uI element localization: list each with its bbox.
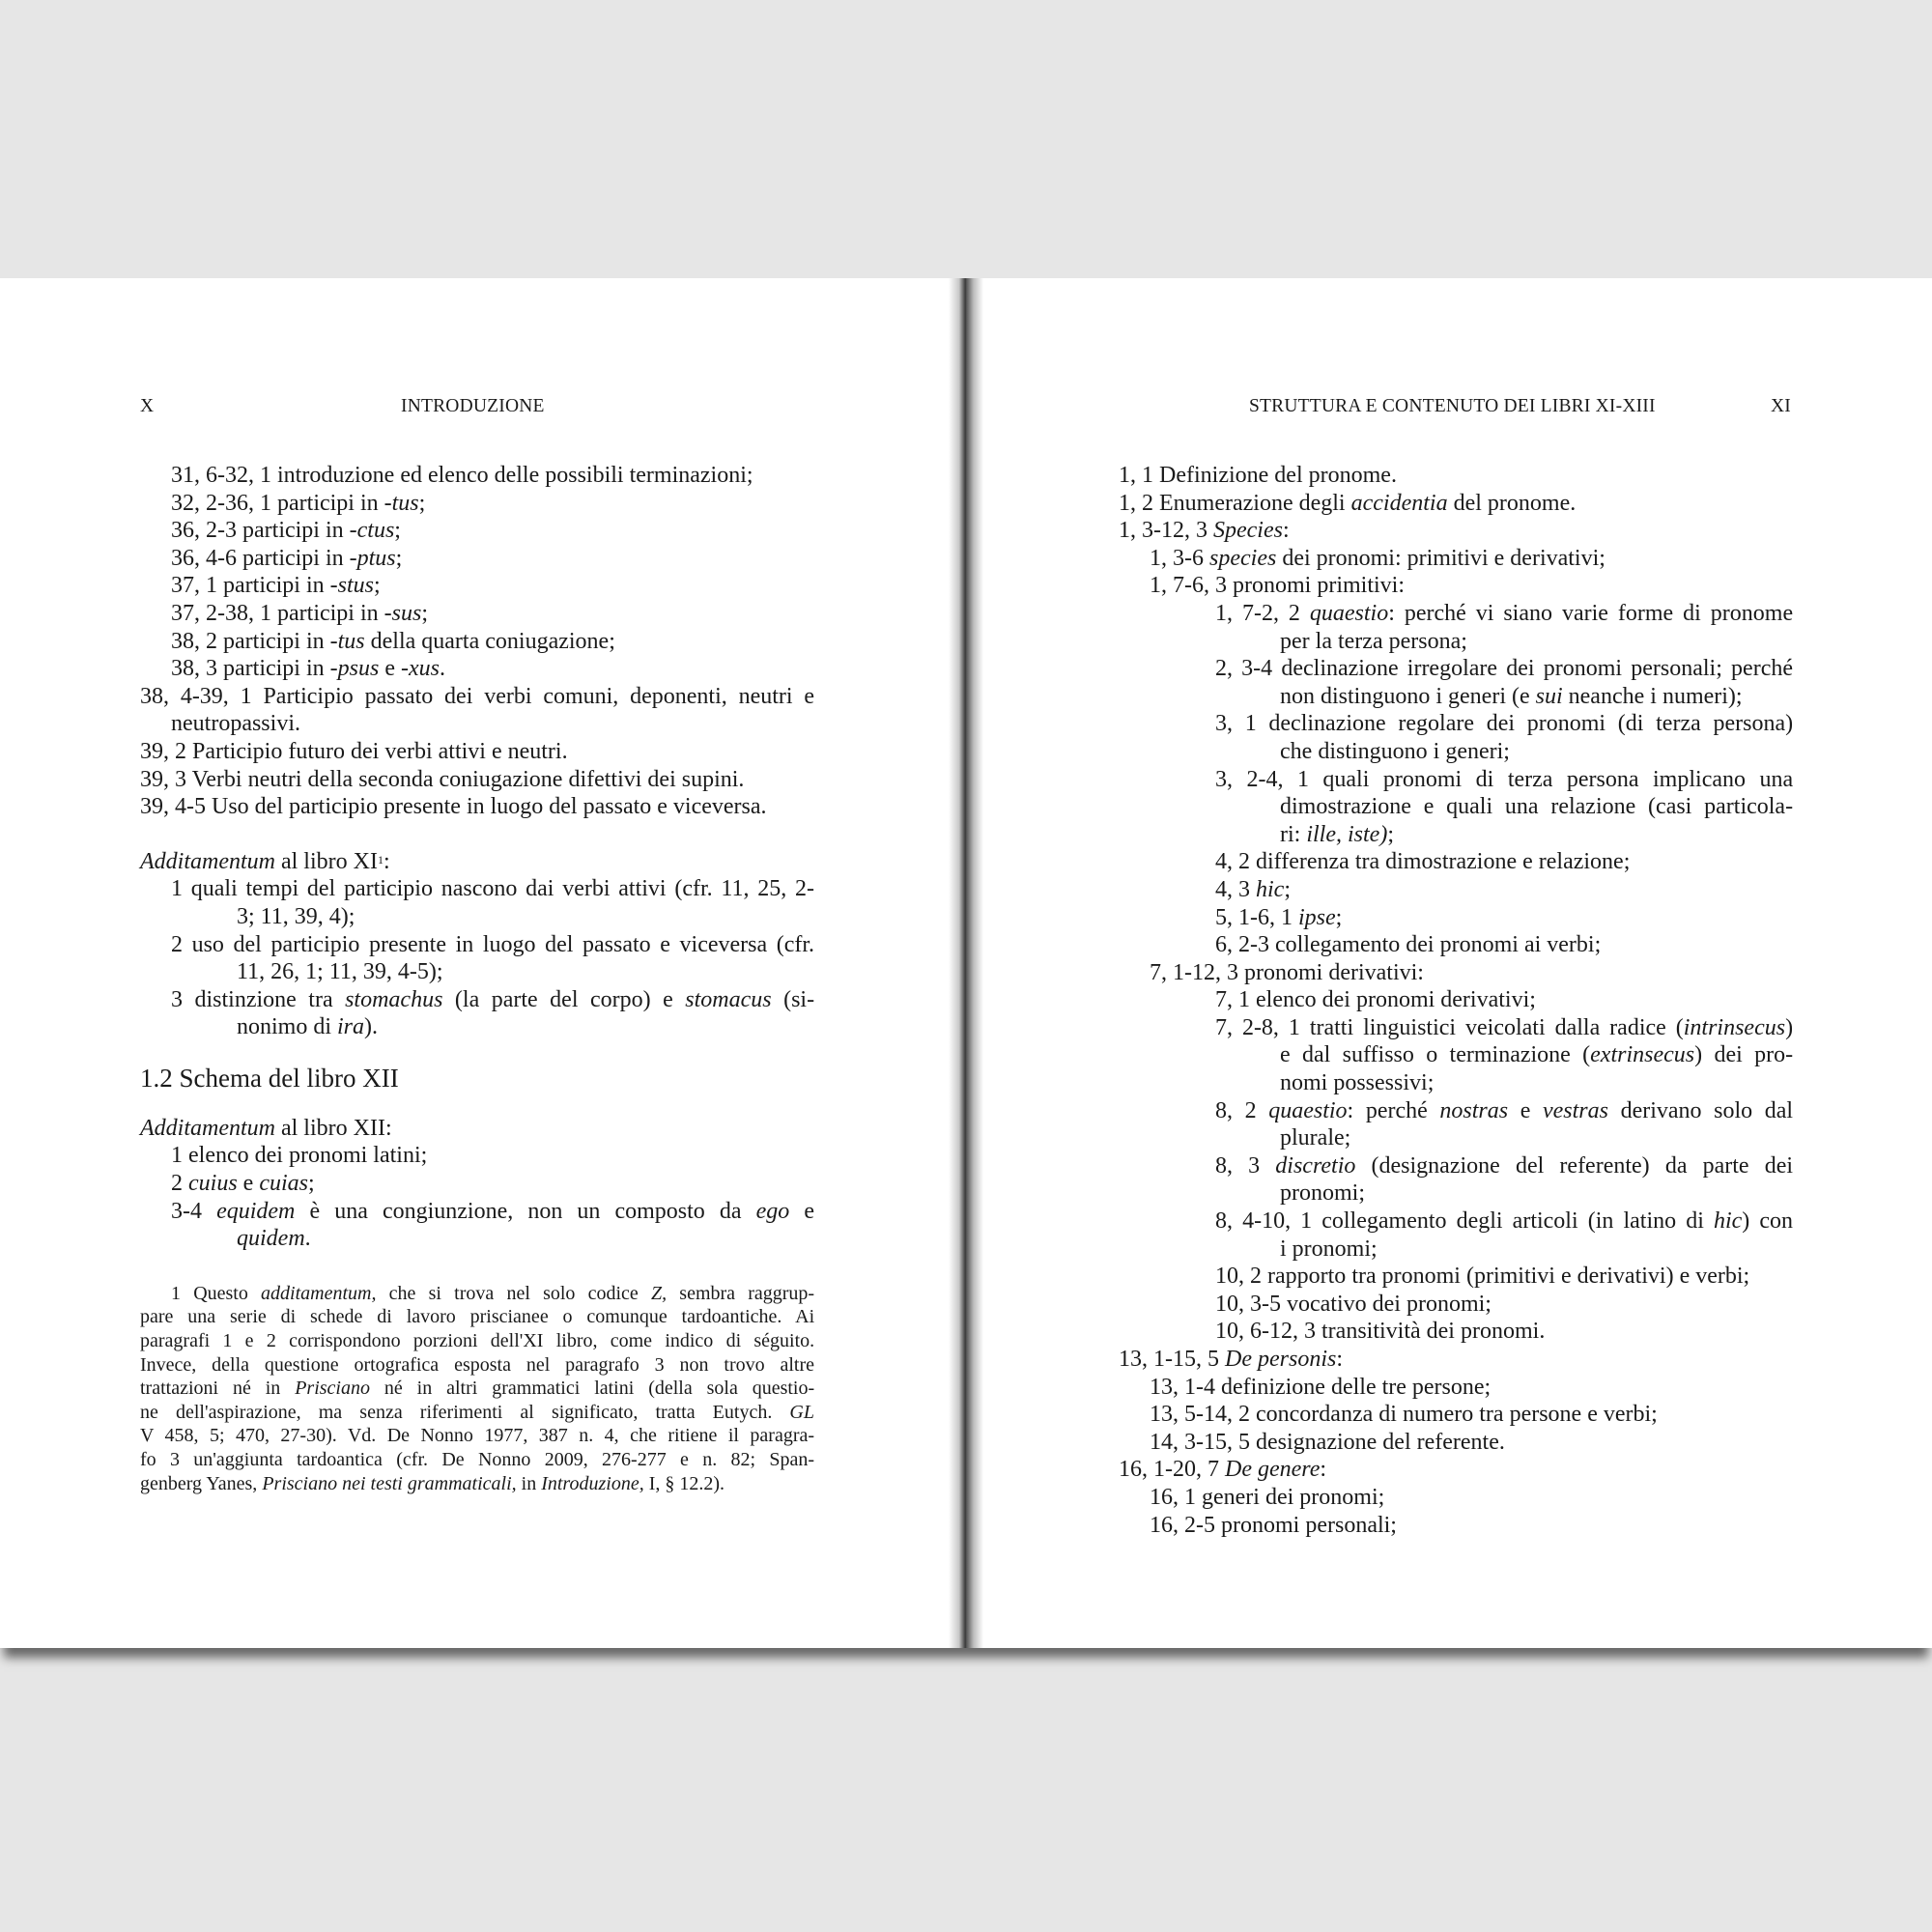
footnote-line: genberg Yanes, Prisciano nei testi grammaticali, in Introduzione, I, § 12.2). [140,1472,725,1494]
additamentum-xi-rest: al libro XI [280,848,378,874]
entry-line: 1, 7-2, 2 quaestio: perché vi siano varie forme di pronome [1215,600,1794,626]
entry-line: 39, 2 Participio futuro dei verbi attivi e neutri. [140,738,568,764]
footnote-line: trattazioni né in Prisciano né in altri grammatici latini (della sola questio- [140,1378,815,1400]
entry-line: 8, 3 discretio (designazione del referente) da parte dei [1215,1152,1794,1179]
entry-line: per la terza persona; [1280,628,1467,654]
entry-line: 4, 2 differenza tra dimostrazione e relazione; [1215,849,1631,875]
entry-line: 1, 3-12, 3 Species: [1119,518,1290,544]
entry-line: e dal suffisso o terminazione (extrinsecus) dei pro- [1280,1042,1794,1068]
running-head-right: STRUTTURA E CONTENUTO DEI LIBRI XI-XIII [1249,396,1656,416]
entry-line: 1, 1 Definizione del pronome. [1119,463,1397,488]
left-page [0,278,949,1648]
entry-line: 16, 2-5 pronomi personali; [1150,1512,1397,1538]
footnote-line: 1 Questo additamentum, che si trova nel solo codice Z, sembra raggrup- [171,1282,815,1304]
footnote-line: fo 3 un'aggiunta tardoantica (cfr. De Nonno 2009, 276-277 e n. 82; Span- [140,1449,815,1470]
running-head-left: INTRODUZIONE [401,396,545,416]
entry-line: 4, 3 hic; [1215,876,1291,902]
additamentum-xii-list [140,1142,814,1252]
entry-line: 3-4 equidem è una congiunzione, non un composto da ego e [171,1198,814,1224]
entry-line: quidem. [237,1226,311,1252]
entry-line: 5, 1-6, 1 ipse; [1215,904,1343,930]
left-body [140,462,814,1495]
entry-line: 1, 2 Enumerazione degli accidentia del pronome. [1119,490,1577,516]
entry-line: 1 quali tempi del participio nascono dai verbi attivi (cfr. 11, 25, 2- [171,876,814,902]
entry-line: 31, 6-32, 1 introduzione ed elenco delle possibili terminazioni; [171,463,753,488]
entry-line: 36, 4-6 participi in -ptus; [171,545,403,571]
entry-line: 2 uso del participio presente in luogo del passato e viceversa (cfr. [171,931,815,957]
entry-line: 32, 2-36, 1 participi in -tus; [171,490,426,516]
entry-line: 37, 2-38, 1 participi in -sus; [171,600,428,626]
entry-line: 2 cuius e cuias; [171,1171,315,1197]
additamentum-word: Additamentum [140,1115,275,1141]
entry-line: 3, 2-4, 1 quali pronomi di terza persona implicano una [1215,766,1794,792]
footnote-line: V 458, 5; 470, 27-30). Vd. De Nonno 1977, 387 n. 4, che ritiene il paragra- [140,1425,815,1447]
entry-line: i pronomi; [1280,1236,1378,1262]
section-title: 1.2 Schema del libro XII [140,1063,399,1093]
entry-line: 8, 2 quaestio: perché nostras e vestras derivano solo dal [1215,1097,1794,1123]
entry-line: 13, 1-4 definizione delle tre persone; [1150,1374,1492,1400]
entry-line: 14, 3-15, 5 designazione del referente. [1150,1429,1505,1455]
schema-xi-list [140,462,814,821]
entry-line: 7, 1-12, 3 pronomi derivativi: [1150,959,1424,985]
footnote-line: ne dell'aspirazione, ma senza riferimenti al significato, tratta Eutych. GL [140,1401,814,1423]
entry-line: 7, 1 elenco dei pronomi derivativi; [1215,987,1536,1013]
entry-line: 13, 1-15, 5 De personis: [1119,1347,1343,1372]
entry-line: 39, 3 Verbi neutri della seconda coniugazione difettivi dei supini. [140,766,745,792]
entry-line: 11, 26, 1; 11, 39, 4-5); [237,959,443,985]
entry-line: 37, 1 participi in -stus; [171,573,381,599]
additamentum-xii-rest: al libro XII: [280,1115,392,1141]
page-number-right: XI [1771,396,1791,416]
additamentum-word: Additamentum [140,848,275,874]
additamentum-xi-list [140,875,814,1041]
entry-line: 38, 2 participi in -tus della quarta coniugazione; [171,628,615,654]
entry-line: nomi possessivi; [1280,1070,1435,1096]
entry-line: 10, 3-5 vocativo dei pronomi; [1215,1291,1492,1317]
entry-line: 36, 2-3 participi in -ctus; [171,518,401,544]
additamentum-xi-heading [140,848,814,876]
entry-line: neutropassivi. [171,711,300,737]
footnote-line: pare una serie di schede di lavoro priscianee o comunque tardoantiche. Ai [140,1306,815,1328]
schema-xii-list [1119,462,1793,1539]
entry-line: 1 elenco dei pronomi latini; [171,1143,428,1169]
entry-line: non distinguono i generi (e sui neanche i numeri); [1280,683,1743,709]
entry-line: 13, 5-14, 2 concordanza di numero tra persone e verbi; [1150,1402,1658,1428]
entry-line: 38, 3 participi in -psus e -xus. [171,656,445,682]
footnote-ref: 1 [377,852,384,867]
right-body [1119,462,1793,1539]
book-gutter [949,278,983,1648]
additamentum-xii-heading [140,1115,814,1143]
entry-line: 8, 4-10, 1 collegamento degli articoli (in latino di hic) con [1215,1208,1794,1235]
entry-line: pronomi; [1280,1180,1365,1207]
entry-line: 3, 1 declinazione regolare dei pronomi (di terza persona) [1215,711,1794,737]
book-spread [0,278,1932,1648]
page-number-left: X [140,396,155,416]
colon: : [383,848,390,874]
entry-line: 1, 7-6, 3 pronomi primitivi: [1150,573,1405,599]
entry-line: che distinguono i generi; [1280,738,1510,764]
entry-line: 1, 3-6 species dei pronomi: primitivi e derivativi; [1150,545,1605,571]
entry-line: 16, 1-20, 7 De genere: [1119,1457,1327,1483]
footnote [140,1282,814,1495]
entry-line: 10, 2 rapporto tra pronomi (primitivi e derivativi) e verbi; [1215,1264,1750,1290]
entry-line: 38, 4-39, 1 Participio passato dei verbi comuni, deponenti, neutri e [140,683,815,709]
entry-line: dimostrazione e quali una relazione (casi particola- [1280,794,1794,820]
entry-line: 16, 1 generi dei pronomi; [1150,1484,1385,1510]
entry-line: 10, 6-12, 3 transitività dei pronomi. [1215,1319,1546,1345]
entry-line: 3; 11, 39, 4); [237,903,355,929]
footnote-line: paragrafi 1 e 2 corrispondono porzioni dell'XI libro, come indico di séguito. [140,1330,815,1352]
entry-line: 6, 2-3 collegamento dei pronomi ai verbi; [1215,932,1602,958]
entry-line: ri: ille, iste); [1280,821,1394,847]
entry-line: 7, 2-8, 1 tratti linguistici veicolati dalla radice (intrinsecus) [1215,1014,1794,1040]
entry-line: 3 distinzione tra stomachus (la parte del corpo) e stomacus (si- [171,986,815,1012]
entry-line: 39, 4-5 Uso del participio presente in luogo del passato e viceversa. [140,794,767,820]
right-page [983,278,1932,1648]
entry-line: plurale; [1280,1125,1351,1151]
footnote-line: Invece, della questione ortografica esposta nel paragrafo 3 non trovo altre [140,1353,815,1376]
entry-line: nonimo di ira). [237,1014,379,1040]
entry-line: 2, 3-4 declinazione irregolare dei pronomi personali; perché [1215,656,1793,682]
